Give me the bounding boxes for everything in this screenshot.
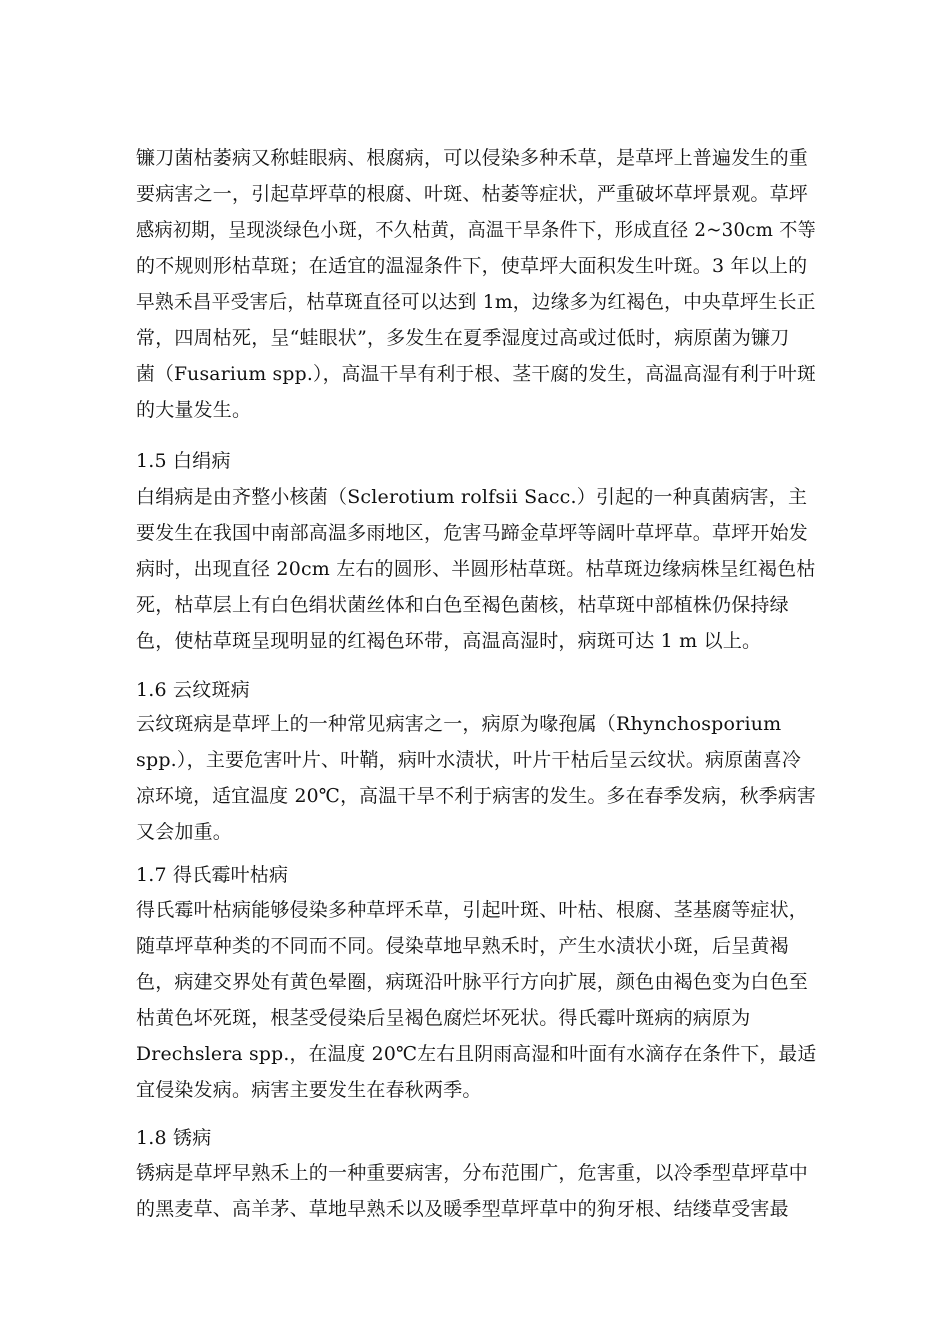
- text-line: 色，病建交界处有黄色晕圈，病斑沿叶脉平行方向扩展，颜色由褐色变为白色至: [136, 971, 809, 993]
- text-line: 随草坪草种类的不同而不同。侵染草地早熟禾时，产生水渍状小斑，后呈黄褐: [136, 935, 789, 957]
- section-heading: 1.5 白绢病: [136, 450, 231, 472]
- text-line: 要发生在我国中南部高温多雨地区，危害马蹄金草坪等阔叶草坪草。草坪开始发: [136, 522, 809, 544]
- text-line: 凉环境，适宜温度 20℃，高温干旱不利于病害的发生。多在春季发病，秋季病害: [136, 785, 816, 807]
- text-line: 宜侵染发病。病害主要发生在春秋两季。: [136, 1079, 482, 1101]
- text-line: 常，四周枯死，呈“蛙眼状”，多发生在夏季湿度过高或过低时，病原菌为镰刀: [136, 327, 790, 349]
- section-heading: 1.8 锈病: [136, 1127, 212, 1149]
- text-line: 的黑麦草、高羊茅、草地早熟禾以及暖季型草坪草中的狗牙根、结缕草受害最: [136, 1198, 789, 1220]
- text-line: Drechslera spp.，在温度 20℃左右且阴雨高湿和叶面有水滴存在条件下，最适: [136, 1043, 817, 1065]
- text-line: 死，枯草层上有白色绢状菌丝体和白色至褐色菌核，枯草斑中部植株仍保持绿: [136, 594, 789, 616]
- text-line: 早熟禾昌平受害后，枯草斑直径可以达到 1m，边缘多为红褐色，中央草坪生长正: [136, 291, 816, 313]
- text-line: 云纹斑病是草坪上的一种常见病害之一，病原为喙孢属（Rhynchosporium: [136, 713, 782, 735]
- text-line: 病时，出现直径 20cm 左右的圆形、半圆形枯草斑。枯草斑边缘病株呈红褐色枯: [136, 558, 816, 580]
- text-line: spp.），主要危害叶片、叶鞘，病叶水渍状，叶片干枯后呈云纹状。病原菌喜冷: [136, 749, 802, 771]
- text-line: 枯黄色坏死斑，根茎受侵染后呈褐色腐烂坏死状。得氏霉叶斑病的病原为: [136, 1007, 751, 1029]
- text-line: 要病害之一，引起草坪草的根腐、叶斑、枯萎等症状，严重破坏草坪景观。草坪: [136, 183, 809, 205]
- text-line: 镰刀菌枯萎病又称蛙眼病、根腐病，可以侵染多种禾草，是草坪上普遍发生的重: [136, 147, 809, 169]
- text-line: 的大量发生。: [136, 399, 252, 421]
- section-heading: 1.7 得氏霉叶枯病: [136, 864, 289, 886]
- text-line: 得氏霉叶枯病能够侵染多种草坪禾草，引起叶斑、叶枯、根腐、茎基腐等症状，: [136, 899, 809, 921]
- text-line: 又会加重。: [136, 821, 233, 843]
- section-heading: 1.6 云纹斑病: [136, 679, 250, 701]
- text-line: 菌（Fusarium spp.），高温干旱有利于根、茎干腐的发生，高温高湿有利于叶斑: [136, 363, 816, 385]
- text-line: 色，使枯草斑呈现明显的红褐色环带，高温高湿时，病斑可达 1 m 以上。: [136, 630, 762, 652]
- text-line: 的不规则形枯草斑；在适宜的温湿条件下，使草坪大面积发生叶斑。3 年以上的: [136, 255, 808, 277]
- text-line: 锈病是草坪早熟禾上的一种重要病害，分布范围广，危害重，以冷季型草坪草中: [136, 1162, 809, 1184]
- text-line: 感病初期，呈现淡绿色小斑，不久枯黄，高温干旱条件下，形成直径 2~30cm 不等: [136, 219, 816, 241]
- text-line: 白绢病是由齐整小核菌（Sclerotium rolfsii Sacc.）引起的一种真菌病害，主: [136, 486, 808, 508]
